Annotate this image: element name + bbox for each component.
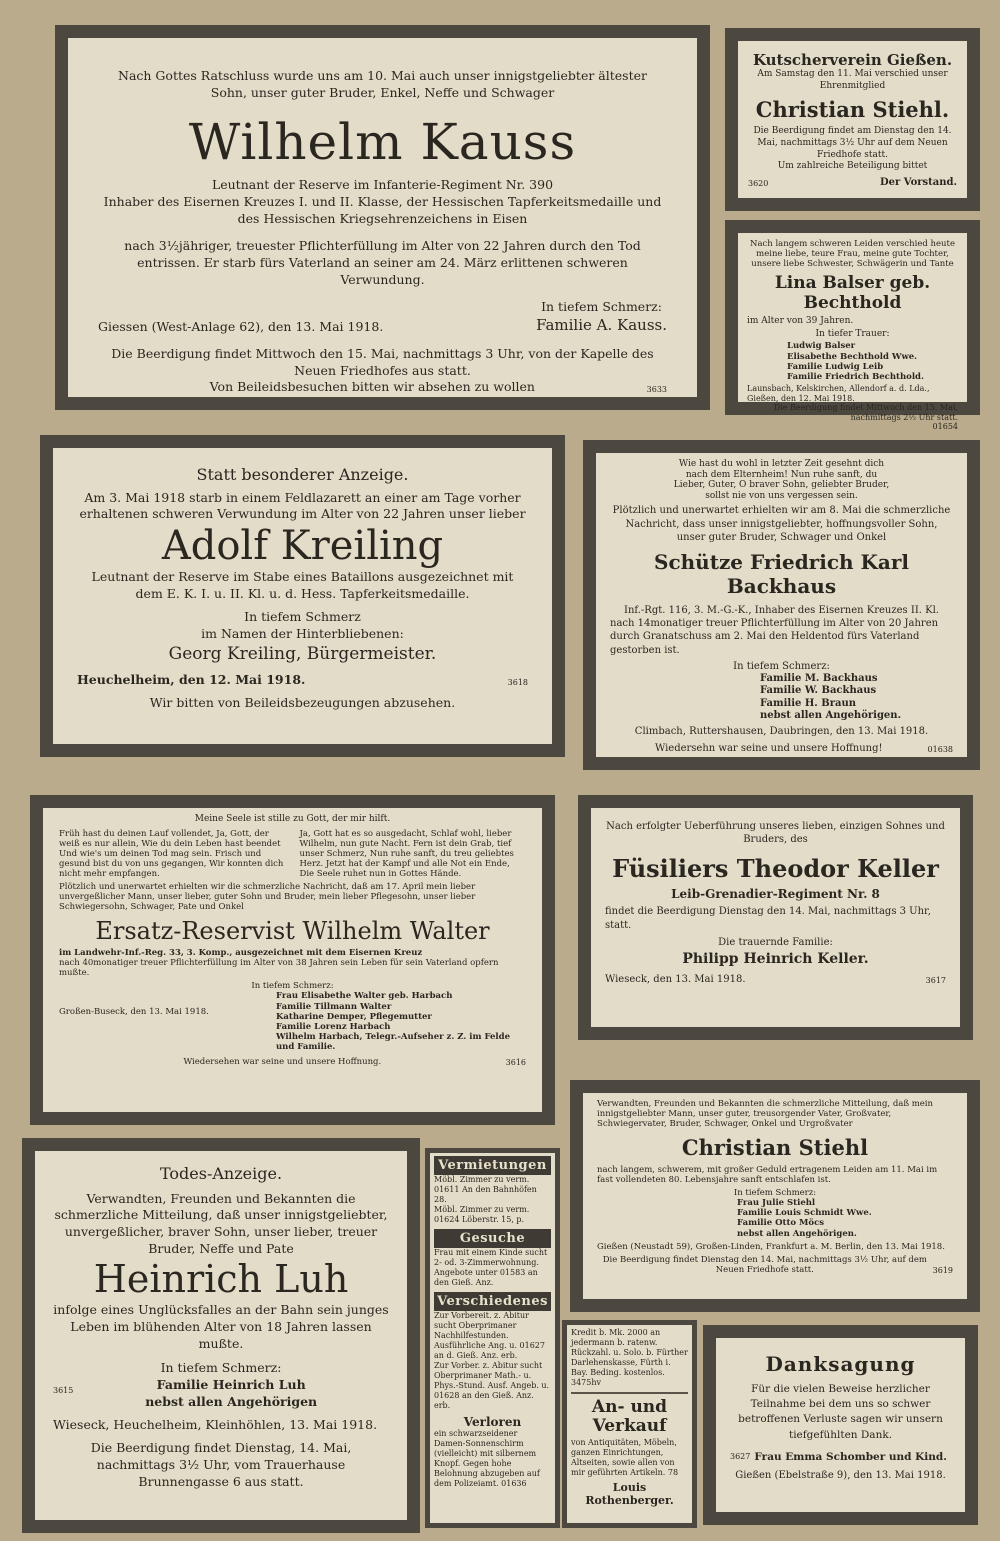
verschiedenes-header: Verschiedenes bbox=[434, 1292, 551, 1311]
notice-walter bbox=[30, 795, 555, 1125]
classified-ad: Frau mit einem Kinde sucht 2- od. 3-Zimmerwohnung. Angebote unter 01583 an den Gieß. Anz. bbox=[434, 1248, 548, 1287]
kutscher-intro: Am Samstag den 11. Mai verschied unser Ehrenmitglied bbox=[757, 69, 948, 91]
notice-danksagung bbox=[703, 1325, 978, 1525]
backhaus-text: nach 14monatiger treuer Pflichterfüllung im Alter von 20 Jahren durch Granatschuss am 2. Mai den Heldentod fürs Vaterland gestorben ist. bbox=[610, 618, 939, 656]
luh-intro: Verwandten, Freunden und Bekannten die schmerzliche Mitteilung, daß unser innigstgeliebter, unvergeßlicher, braver Sohn, unser lieber, treuer Bruder, Neffe und Pate bbox=[54, 1190, 388, 1257]
ankauf-sign: Louis Rothenberger. bbox=[585, 1481, 674, 1508]
kauss-name: Wilhelm Kauss bbox=[188, 112, 577, 171]
balser-mourner: Familie Ludwig Leib bbox=[787, 361, 884, 372]
walter-mourner: Familie Tillmann Walter bbox=[276, 1001, 392, 1012]
kreiling-ref: 3618 bbox=[507, 677, 528, 687]
danksagung-ref: 3627 bbox=[730, 1452, 751, 1462]
walter-mourner: Katharine Demper, Pflegemutter bbox=[276, 1011, 432, 1022]
luh-funeral: Die Beerdigung findet Dienstag, 14. Mai, nachmittags 3½ Uhr, vom Trauerhause Brunnengasse 6 aus statt. bbox=[90, 1439, 352, 1489]
keller-grief: Die trauernde Familie: bbox=[718, 936, 833, 948]
kreiling-place-date: Heuchelheim, den 12. Mai 1918. bbox=[77, 671, 306, 687]
danksagung-sign: Frau Emma Schomber und Kind. bbox=[754, 1450, 947, 1463]
backhaus-mourner: Familie W. Backhaus bbox=[760, 685, 877, 697]
classifieds-column-b bbox=[562, 1320, 697, 1528]
stiehl-place-date: Gießen (Neustadt 59), Großen-Linden, Frankfurt a. M. Berlin, den 13. Mai 1918. bbox=[597, 1241, 945, 1252]
balser-age: im Alter von 39 Jahren. bbox=[747, 315, 854, 326]
luh-heading: Todes-Anzeige. bbox=[159, 1164, 283, 1183]
stiehl-ref: 3619 bbox=[932, 1265, 953, 1275]
ankauf-ad: von Antiquitäten, Möbeln, ganzen Einrichtungen, Altseiten, sowie allen von mir geführten Artikeln. 78 bbox=[571, 1438, 679, 1478]
classified-ad: Zur Vorbereit. z. Abitur sucht Oberprimaner Nachhilfestunden. Ausführliche Ang. u. 01627 an d. Gieß. Anz. erb. bbox=[434, 1311, 545, 1360]
classified-ad: Möbl. Zimmer zu verm. 01611 An den Bahnhöfen 28. bbox=[434, 1175, 537, 1204]
keller-place-date: Wieseck, den 13. Mai 1918. bbox=[605, 973, 746, 985]
kreiling-grief: In tiefem Schmerz bbox=[244, 609, 361, 625]
stiehl-mourner: Familie Louis Schmidt Wwe. bbox=[737, 1208, 872, 1219]
walter-intro: Plötzlich und unerwartet erhielten wir die schmerzliche Nachricht, daß am 17. April mein lieber unvergeßlicher Mann, unser lieber, guter Sohn und Bruder, mein lieber Pflegesohn, unser lieber Schwiegersohn, Schwager, Pate und Onkel bbox=[59, 881, 476, 912]
divider bbox=[571, 1392, 688, 1394]
backhaus-unit: Inf.-Rgt. 116, 3. M.-G.-K., Inhaber des Eisernen Kreuzes II. Kl. bbox=[624, 605, 939, 616]
danksagung-place-date: Gießen (Ebelstraße 9), den 13. Mai 1918. bbox=[735, 1469, 946, 1481]
balser-mourner: Elisabethe Bechthold Wwe. bbox=[787, 351, 918, 362]
notice-keller bbox=[578, 795, 973, 1040]
balser-grief: In tiefer Trauer: bbox=[815, 329, 890, 340]
walter-place-date: Großen-Buseck, den 13. Mai 1918. bbox=[59, 1007, 209, 1018]
stiehl-grief: In tiefem Schmerz: bbox=[733, 1187, 817, 1198]
kredit-ad: Kredit b. Mk. 2000 an jedermann b. ratenw. Rückzahl. u. Solo. b. Fürther Darlehenskasse, Fürth i. Bay. Beding. kostenlos. 3475hv bbox=[571, 1328, 688, 1387]
danksagung-text: Für die vielen Beweise herzlicher Teilnahme bei dem uns so schwer betroffenen Verluste sagen wir unsern tiefgefühlten Dank. bbox=[738, 1383, 943, 1441]
kutscher-title: Kutscherverein Gießen. bbox=[752, 51, 953, 69]
luh-ref: 3615 bbox=[53, 1386, 74, 1396]
notice-kauss bbox=[55, 25, 710, 410]
kauss-family: Familie A. Kauss. bbox=[536, 316, 667, 335]
walter-name: Ersatz-Reservist Wilhelm Walter bbox=[95, 917, 490, 945]
keller-sign: Philipp Heinrich Keller. bbox=[682, 950, 869, 967]
walter-mourner: Frau Elisabethe Walter geb. Harbach bbox=[276, 991, 453, 1002]
stiehl-name: Christian Stiehl bbox=[681, 1134, 869, 1160]
kreiling-sign: Georg Kreiling, Bürgermeister. bbox=[168, 643, 437, 664]
balser-name: Lina Balser geb. Bechthold bbox=[774, 272, 931, 313]
notice-stiehl bbox=[570, 1080, 980, 1312]
notice-balser bbox=[725, 220, 980, 432]
walter-mourner: Familie Lorenz Harbach bbox=[276, 1021, 391, 1032]
keller-name: Füsiliers Theodor Keller bbox=[612, 854, 939, 884]
kauss-honors: Inhaber des Eisernen Kreuzes I. und II. Klasse, der Hessischen Tapferkeitsmedaille und des Hessischen Kriegsehrenzeichens in Eisen bbox=[103, 194, 662, 226]
backhaus-mourner: Familie M. Backhaus bbox=[760, 672, 878, 684]
backhaus-closing: Wiedersehn war seine und unsere Hoffnung! bbox=[654, 743, 883, 755]
vermietungen-header: Vermietungen bbox=[434, 1156, 551, 1175]
luh-family: Familie Heinrich Luh bbox=[156, 1377, 306, 1393]
verloren-header: Verloren bbox=[463, 1415, 522, 1429]
backhaus-poem: Wie hast du wohl in letzter Zeit gesehnt dich nach dem Elternheim! Nun ruhe sanft, du Lieber, Guter, O braver Sohn, geliebter Bruder, sollst nie von uns vergessen sein. bbox=[673, 459, 890, 501]
kauss-grief: In tiefem Schmerz: bbox=[541, 298, 662, 314]
backhaus-place-date: Climbach, Ruttershausen, Daubringen, den 13. Mai 1918. bbox=[634, 725, 929, 737]
kutscher-name: Christian Stiehl. bbox=[755, 96, 950, 122]
luh-grief: In tiefem Schmerz: bbox=[160, 1360, 282, 1376]
kreiling-name: Adolf Kreiling bbox=[161, 523, 444, 570]
walter-closing: Wiedersehen war seine und unsere Hoffnung. bbox=[183, 1056, 382, 1067]
luh-place-date: Wieseck, Heuchelheim, Kleinhöhlen, 13. Mai 1918. bbox=[53, 1417, 378, 1433]
kreiling-grief2: im Namen der Hinterbliebenen: bbox=[201, 625, 404, 641]
classified-ad: ein schwarzseidener Damen-Sonnenschirm (vielleicht) mit silbernem Knopf. Gegen hohe Belohnung abzugeben auf dem Polizeiamt. 01636 bbox=[434, 1429, 540, 1488]
kauss-text: nach 3½jähriger, treuester Pflichterfüllung im Alter von 22 Jahren durch den Tod entrissen. Er starb fürs Vaterland an seiner am 24. März erlittenen schweren Verwundung. bbox=[124, 237, 641, 287]
kreiling-intro: Am 3. Mai 1918 starb in einem Feldlazarett an einer am Tage vorher erhaltenen schweren Verwundung im Alter von 22 Jahren unser lieber bbox=[79, 489, 526, 522]
keller-unit: Leib-Grenadier-Regiment Nr. 8 bbox=[671, 887, 880, 902]
stiehl-intro: Verwandten, Freunden und Bekannten die schmerzliche Mitteilung, daß mein innigstgeliebter Mann, unser guter, treusorgender Vater, Großvater, Schwiegervater, Bruder, Schwager, Onkel und Urgroßvater bbox=[597, 1099, 933, 1130]
backhaus-name: Schütze Friedrich Karl Backhaus bbox=[654, 550, 909, 598]
backhaus-grief: In tiefem Schmerz: bbox=[733, 660, 830, 672]
kreiling-heading: Statt besonderer Anzeige. bbox=[196, 465, 409, 484]
kutscher-request: Um zahlreiche Beteiligung bittet bbox=[777, 161, 928, 172]
stiehl-text: nach langem, schwerem, mit großer Geduld ertragenem Leiden am 11. Mai im fast vollendeten 80. Lebensjahre sanft entschlafen ist. bbox=[597, 1164, 938, 1185]
balser-intro: Nach langem schweren Leiden verschied heute meine liebe, teure Frau, meine gute Tochter, unsere liebe Schwester, Schwägerin und Tante bbox=[750, 239, 955, 270]
walter-poem-right: Ja, Gott hat es so ausgedacht, Schlaf wohl, lieber Wilhelm, nun gute Nacht. Fern ist dein Grab, tief unser Schmerz, Nun ruhe sanft, du treu geliebtes Herz. Jetzt hat der Kampf und alle Not ein Ende, Die Seele ruhet nun in Gottes Hände. bbox=[299, 828, 514, 879]
keller-funeral: findet die Beerdigung Dienstag den 14. Mai, nachmittags 3 Uhr, statt. bbox=[605, 906, 931, 931]
walter-mourner: Wilhelm Harbach, Telegr.-Aufseher z. Z. im Felde und Familie. bbox=[276, 1032, 510, 1053]
keller-ref: 3617 bbox=[925, 975, 946, 985]
notice-backhaus bbox=[583, 440, 980, 770]
kauss-place-date: Giessen (West-Anlage 62), den 13. Mai 1918. bbox=[98, 318, 384, 334]
balser-ref: 01654 bbox=[932, 422, 958, 432]
balser-mourner: Familie Friedrich Bechthold. bbox=[787, 371, 924, 382]
classified-ad: Möbl. Zimmer zu verm. 01624 Löberstr. 15, p. bbox=[434, 1205, 530, 1224]
balser-mourner: Ludwig Balser bbox=[787, 341, 856, 352]
notice-luh bbox=[22, 1138, 420, 1533]
balser-place-date: Launsbach, Kelskirchen, Allendorf a. d. Lda., Gießen, den 12. Mai 1918. bbox=[747, 384, 930, 403]
keller-intro: Nach erfolgter Ueberführung unseres lieben, einzigen Sohnes und Bruders, des bbox=[606, 821, 945, 846]
kreiling-request: Wir bitten von Beileidsbezeugungen abzusehen. bbox=[149, 694, 456, 710]
kauss-funeral: Die Beerdigung findet Mittwoch den 15. Mai, nachmittags 3 Uhr, von der Kapelle des Neuen Friedhofes aus statt. bbox=[111, 345, 654, 378]
backhaus-intro: Plötzlich und unerwartet erhielten wir am 8. Mai die schmerzliche Nachricht, dass unser innigstgeliebter, hoffnungsvoller Sohn, unser guter Bruder, Schwager und Onkel bbox=[612, 505, 951, 543]
walter-text: nach 40monatiger treuer Pflichterfüllung im Alter von 38 Jahren sein Leben für sein Vaterland opfern mußte. bbox=[59, 958, 499, 979]
walter-unit: im Landwehr-Inf.-Reg. 33, 3. Komp., ausgezeichnet mit dem Eisernen Kreuz bbox=[59, 948, 423, 958]
ankauf-header: An- und Verkauf bbox=[591, 1397, 668, 1436]
kreiling-rank: Leutnant der Reserve im Stabe eines Bataillons ausgezeichnet mit dem E. K. I. u. II. Kl. u. d. Hess. Tapferkeitsmedaille. bbox=[91, 569, 514, 602]
danksagung-title: Danksagung bbox=[765, 1352, 916, 1376]
stiehl-mourner: Frau Julie Stiehl bbox=[737, 1197, 816, 1208]
kauss-ref: 3633 bbox=[646, 385, 667, 395]
luh-name: Heinrich Luh bbox=[93, 1257, 349, 1302]
kutscher-sign: Der Vorstand. bbox=[879, 177, 957, 189]
luh-family2: nebst allen Angehörigen bbox=[145, 1394, 318, 1410]
notice-kutscherverein bbox=[725, 28, 980, 211]
gesuche-header: Gesuche bbox=[434, 1229, 551, 1248]
classified-ad: Zur Vorber. z. Abitur sucht Oberprimaner Math.- u. Phys.-Stund. Ausf. Angeb. u. 01628 an den Gieß. Anz. erb. bbox=[434, 1361, 550, 1410]
kauss-request: Von Beileidsbesuchen bitten wir absehen zu wollen bbox=[209, 379, 535, 395]
kauss-intro: Nach Gottes Ratschluss wurde uns am 10. Mai auch unser innigstgeliebter ältester Sohn, unser guter Bruder, Enkel, Neffe und Schwager bbox=[118, 68, 647, 100]
walter-grief: In tiefem Schmerz: bbox=[251, 981, 334, 992]
walter-motto: Meine Seele ist stille zu Gott, der mir hilft. bbox=[194, 814, 391, 824]
notice-kreiling bbox=[40, 435, 565, 757]
walter-ref: 3616 bbox=[505, 1057, 526, 1067]
stiehl-funeral: Die Beerdigung findet Dienstag den 14. Mai, nachmittags 3½ Uhr, auf dem Neuen Friedhofe statt. bbox=[602, 1254, 927, 1275]
kutscher-ref: 3620 bbox=[748, 179, 769, 189]
balser-funeral: Die Beerdigung findet Mittwoch den 15. Mai, nachmittags 2½ Uhr statt. bbox=[773, 403, 958, 422]
kauss-rank: Leutnant der Reserve im Infanterie-Regiment Nr. 390 bbox=[211, 177, 554, 193]
backhaus-mourner: Familie H. Braun bbox=[760, 697, 857, 709]
stiehl-mourner: nebst allen Angehörigen. bbox=[737, 1228, 857, 1239]
walter-poem-left: Früh hast du deinen Lauf vollendet, Ja, Gott, der weiß es nur allein, Wie du dein Leben hast beendet Und wie's um deinen Tod mag sein. Frisch und gesund bist du von uns gegangen, Wir konnten dich nicht mehr empfangen. bbox=[59, 828, 284, 879]
stiehl-mourner: Familie Otto Möcs bbox=[737, 1218, 825, 1229]
luh-text: infolge eines Unglücksfalles an der Bahn sein junges Leben im blühenden Alter von 18 Jahren lassen mußte. bbox=[53, 1301, 389, 1351]
backhaus-mourner: nebst allen Angehörigen. bbox=[760, 710, 902, 722]
backhaus-ref: 01638 bbox=[927, 744, 953, 754]
classifieds-column-a bbox=[425, 1148, 560, 1528]
kutscher-funeral: Die Beerdigung findet am Dienstag den 14. Mai, nachmittags 3½ Uhr auf dem Neuen Friedhofe statt. bbox=[753, 125, 952, 160]
